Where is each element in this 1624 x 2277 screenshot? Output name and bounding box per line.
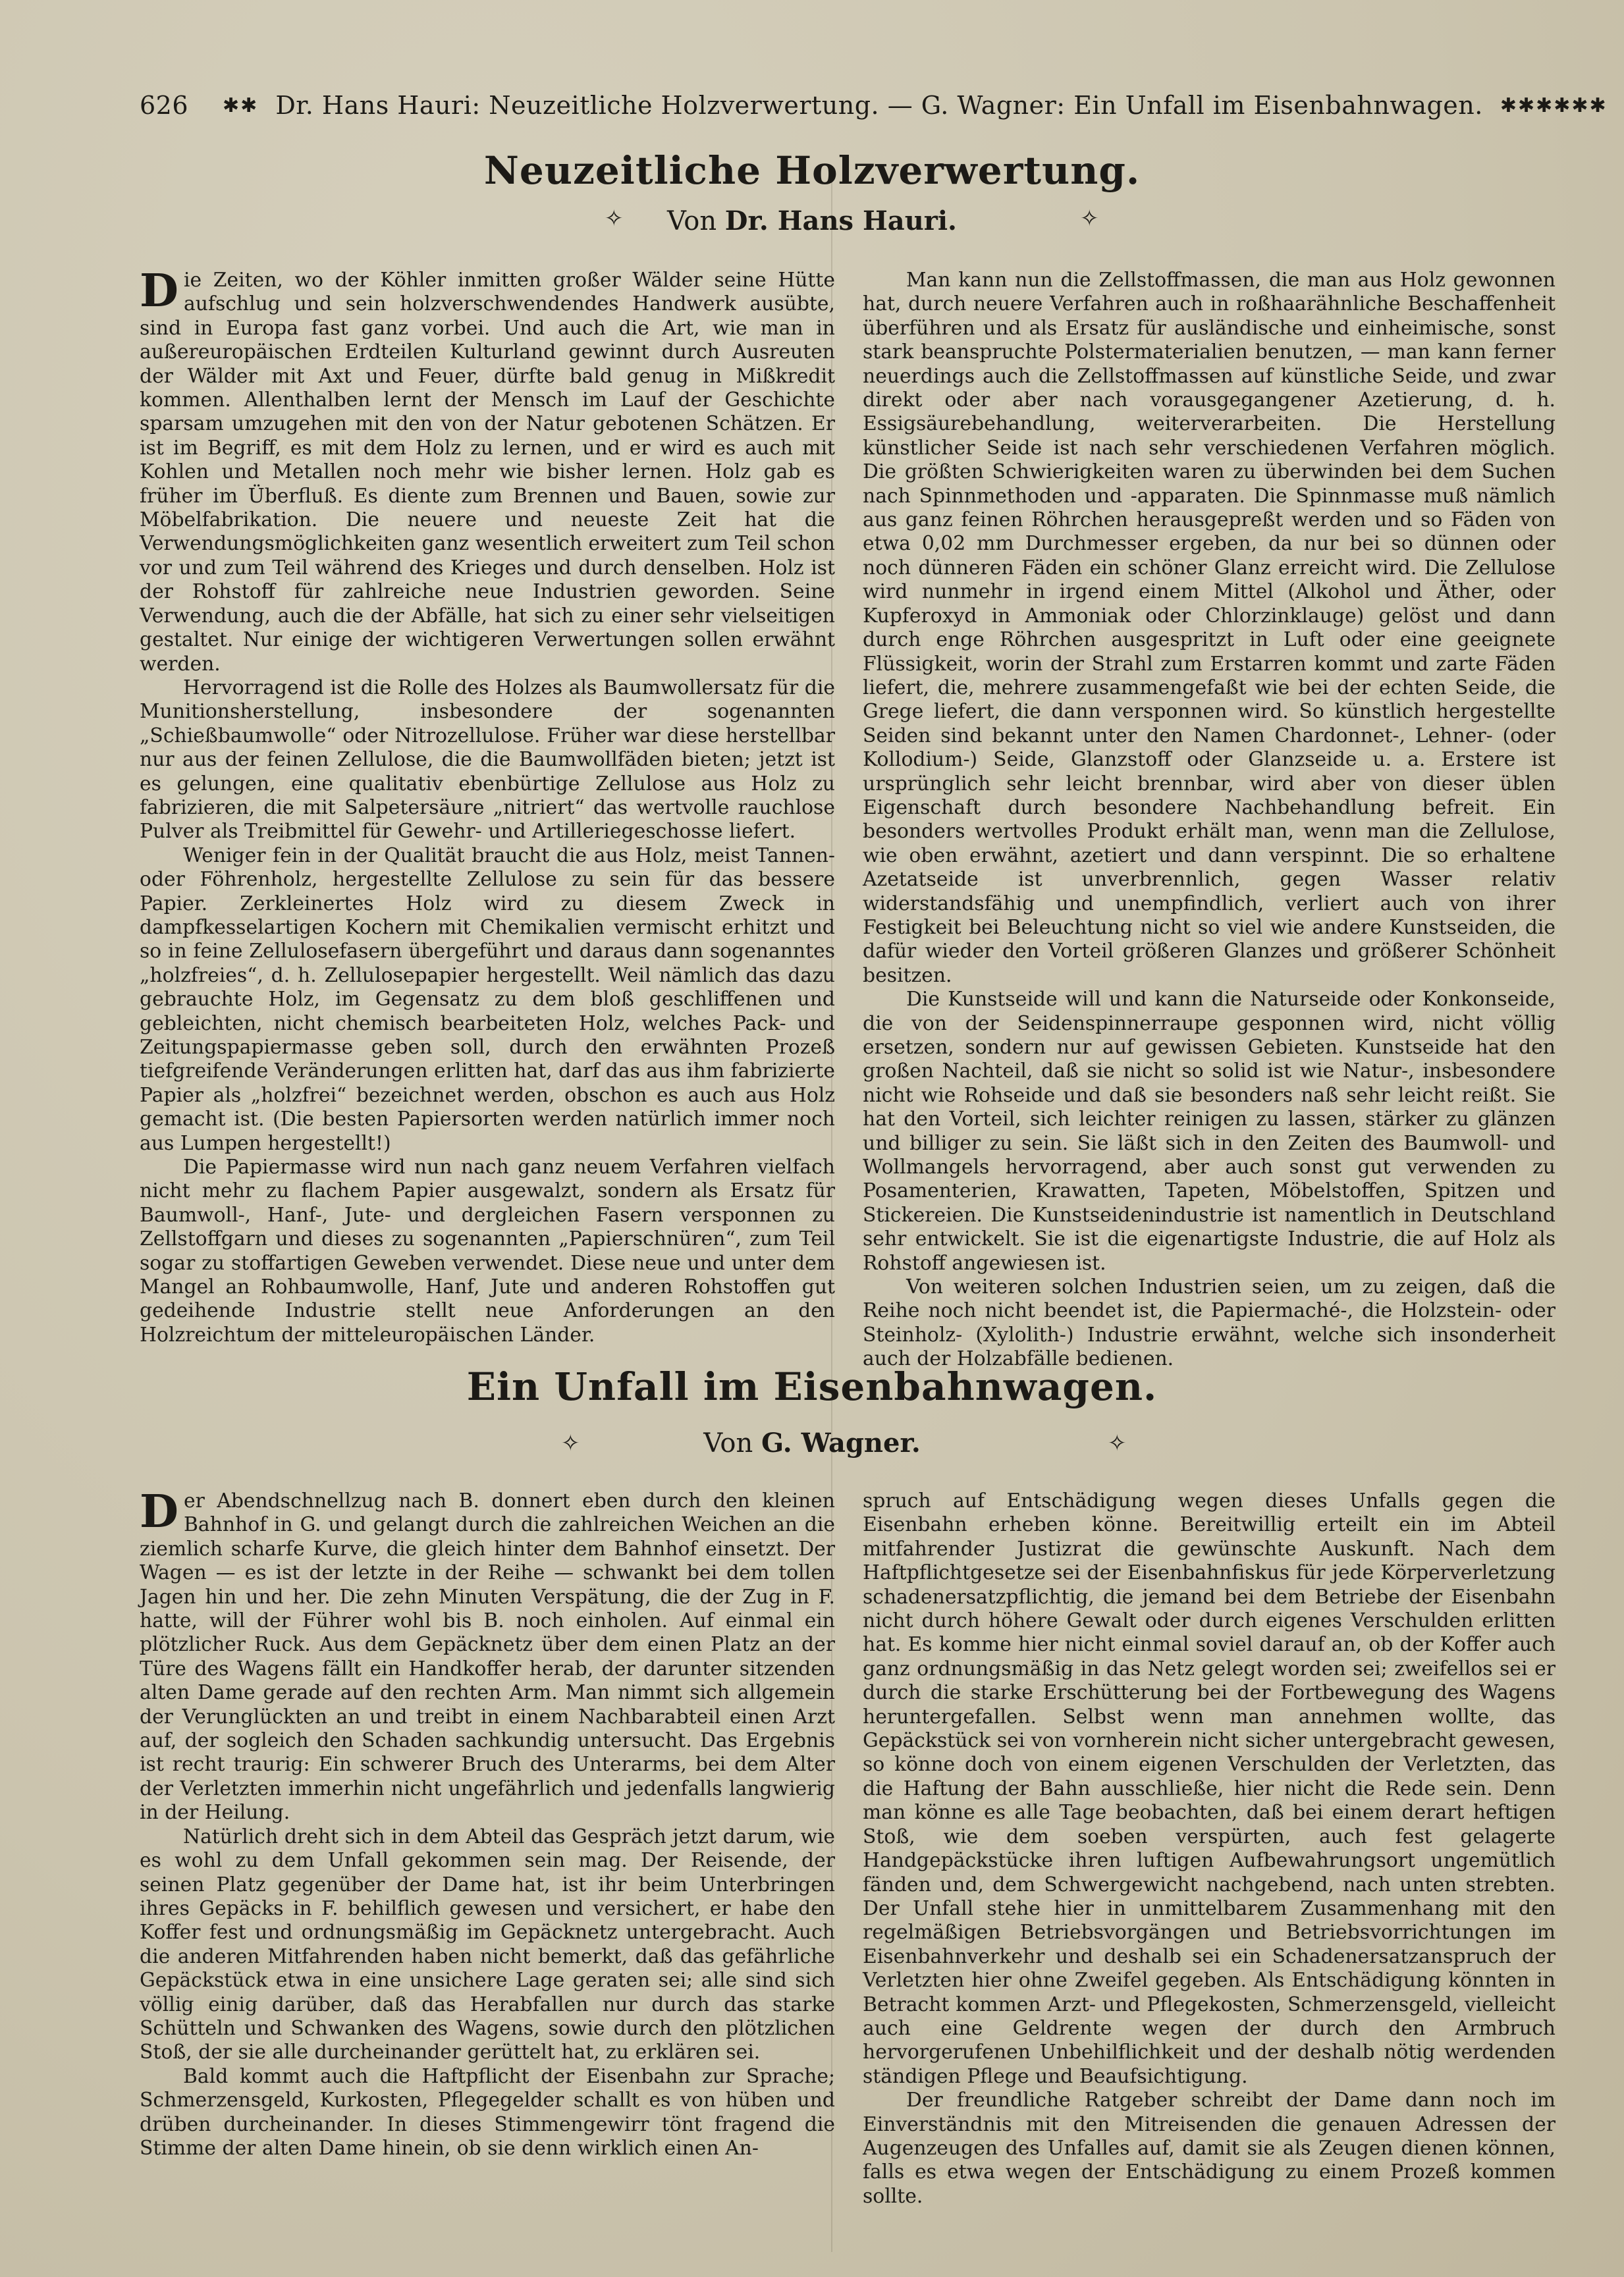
- article1-title: Neuzeitliche Holzverwertung.: [483, 148, 1141, 193]
- article2-byline-prefix: Von: [703, 1428, 753, 1459]
- article2-dropcap: D: [140, 1486, 178, 1538]
- article1-paragraph: Die Kunstseide will und kann die Naturseide oder Konkonseide, die von der Seidenspinnerraupe gesponnen wird, nicht völlig ersetzen, sondern nur auf gewissen Gebieten. Kunstseide hat den großen Nachteil, daß sie nicht so solid ist wie Natur-, insbesondere nicht wie Rohseide und daß sie besonders naß sehr leicht reißt. Sie hat den Vorteil, sich leichter reinigen zu lassen, stärker zu glänzen und billiger zu sein. Sie läßt sich in den Zeiten des Baumwoll- und Wollmangels hervorragend, aber auch sonst gut verwenden zu Posamenterien, Krawatten, Tapeten, Möbelstoffen, Spitzen und Stickereien. Die Kunstseidenindustrie ist namentlich in Deutschland sehr entwickelt. Sie ist die eigenartigste Industrie, die auf Holz als Rohstoff angewiesen ist.: [863, 988, 1556, 1275]
- article2-author: G. Wagner.: [761, 1428, 921, 1459]
- page-number: 626: [140, 91, 189, 120]
- running-title: Dr. Hans Hauri: Neuzeitliche Holzverwertung. — G. Wagner: Ein Unfall im Eisenbahnwagen.: [275, 91, 1483, 120]
- article2-paragraph: Bald kommt auch die Haftpflicht der Eisenbahn zur Sprache; Schmerzensgeld, Kurkosten, Pflegegelder schallt es von hüben und drüben durcheinander. In dieses Stimmengewirr tönt fragend die Stimme der alten Dame hinein, ob sie denn wirklich einen An-: [140, 2064, 835, 2160]
- article1-paragraph: Von weiteren solchen Industrien seien, um zu zeigen, daß die Reihe noch nicht beendet ist, die Papiermaché-, die Holzstein- oder Steinholz- (Xylolith-) Industrie erwähnt, welche sich insonderheit auch der Holzabfälle bedienen.: [863, 1275, 1556, 1371]
- article1-byline: [0, 205, 1624, 236]
- article1-byline-prefix: Von: [667, 206, 717, 236]
- article1-paragraph: Man kann nun die Zellstoffmassen, die man aus Holz gewonnen hat, durch neuere Verfahren auch in roßhaarähnliche Beschaffenheit überführen und als Ersatz für ausländische und einheimische, sonst stark beanspruchte Polstermaterialien benutzen, — man kann ferner neuerdings auch die Zellstoffmassen auf künstliche Seide, und zwar direkt oder aber nach vorausgegangener Azetierung, d. h. Essigsäurebehandlung, weiterverarbeiten. Die Herstellung künstlicher Seide ist nach sehr verschiedenen Verfahren möglich. Die größten Schwierigkeiten waren zu überwinden bei dem Suchen nach Spinnmethoden und -apparaten. Die Spinnmasse muß nämlich aus ganz feinen Röhrchen herausgepreßt werden und so Fäden von etwa 0,02 mm Durchmesser ergeben, da nur bei so dünnen oder noch dünneren Fäden ein schöner Glanz erreicht wird. Die Zellulose wird nunmehr in irgend einem Mittel (Alkohol und Äther, oder Kupferoxyd in Ammoniak oder Chlorzinklauge) gelöst und dann durch enge Röhrchen ausgespritzt in Luft oder eine geeignete Flüssigkeit, worin der Strahl zum Erstarren kommt und zarte Fäden liefert, die, mehrere zusammengefaßt wie bei der echten Seide, die Grege liefert, die dann versponnen wird. So künstlich hergestellte Seiden sind bekannt unter den Namen Chardonnet-, Lehner- (oder Kollodium-) Seide, Glanzstoff oder Glanzseide u. a. Erstere ist ursprünglich sehr leicht brennbar, wird aber von dieser üblen Eigenschaft durch besondere Nachbehandlung befreit. Ein besonders wertvolles Produkt erhält man, wenn man die Zellulose, wie oben erwähnt, azetiert und dann verspinnt. Die so erhaltene Azetatseide ist unverbrennlich, gegen Wasser relativ widerstandsfähig und unempfindlich, verliert auch von ihrer Festigkeit bei Beleuchtung nicht so viel wie andere Kunstseiden, die dafür wieder den Vorteil größeren Glanzes und größerer Schönheit besitzen.: [863, 269, 1556, 987]
- article1-ornament-right: ✧: [1080, 205, 1099, 232]
- article2-paragraph: Der freundliche Ratgeber schreibt der Dame dann noch im Einverständnis mit den Mitreisenden die genauen Adressen der Augenzeugen des Unfalles auf, damit sie als Zeugen dienen können, falls es etwa wegen der Entschädigung zu einem Prozeß kommen sollte.: [863, 2089, 1556, 2208]
- article2-paragraph: spruch auf Entschädigung wegen dieses Unfalls gegen die Eisenbahn erheben könne. Bereitwillig erteilt ein im Abteil mitfahrender Justizrat die gewünschte Auskunft. Nach dem Haftpflichtgesetze sei der Eisenbahnfiskus für jede Körperverletzung schadenersatzpflichtig, die jemand bei dem Betriebe der Eisenbahn nicht durch höhere Gewalt oder durch eigenes Verschulden erlitten hat. Es komme hier nicht einmal soviel darauf an, ob der Koffer auch ganz ordnungsmäßig in das Netz gelegt worden sei; zweifellos sei er durch die starke Erschütterung bei der Fortbewegung des Wagens heruntergefallen. Selbst wenn man annehmen wollte, das Gepäckstück sei von vornherein nicht sicher untergebracht gewesen, so könne doch von einem eigenen Verschulden der Verletzten, das die Haftung der Bahn ausschließe, hier nicht die Rede sein. Denn man könne es alle Tage beobachten, daß bei einem derart heftigen Stoß, wie dem soeben verspürten, auch fest gelagerte Handgepäckstücke ihren luftigen Aufbewahrungsort ungemütlich fänden und, dem Schwergewicht nachgebend, nach unten strebten. Der Unfall stehe hier in unmittelbarem Zusammenhang mit den regelmäßigen Betriebsvorgängen und Betriebsvorrichtungen im Eisenbahnverkehr und deshalb sei ein Schadenersatzanspruch der Verletzten hier ohne Zweifel gegeben. Als Entschädigung könnten in Betracht kommen Arzt- und Pflegekosten, Schmerzensgeld, vielleicht auch eine Geldrente wegen der durch den Armbruch hervorgerufenen Unbehilflichkeit und der deshalb nötig werdenden ständigen Pflege und Beaufsichtigung.: [863, 1489, 1556, 2088]
- article1-author: Dr. Hans Hauri.: [724, 205, 957, 236]
- article2-right-column: [863, 1489, 1556, 2209]
- header-stars-right: ✱✱✱✱✱✱: [1500, 94, 1608, 117]
- article2-left-column: [140, 1486, 835, 2160]
- article1-right-column: [863, 269, 1556, 1372]
- article1-dropcap: D: [140, 265, 178, 317]
- article1-paragraph: Hervorragend ist die Rolle des Holzes als Baumwollersatz für die Munitionsherstellung, insbesondere der sogenannten „Schießbaumwolle“ oder Nitrozellulose. Früher war diese herstellbar nur aus der feinen Zellulose, die die Baumwollfäden bieten; jetzt ist es gelungen, eine qualitativ ebenbürtige Zellulose aus Holz zu fabrizieren, die mit Salpetersäure „nitriert“ das wertvolle rauchlose Pulver als Treibmittel für Gewehr- und Artilleriegeschosse liefert.: [140, 676, 835, 844]
- article1-paragraph: Die Papiermasse wird nun nach ganz neuem Verfahren vielfach nicht mehr zu flachem Papier ausgewalzt, sondern als Ersatz für Baumwoll-, Hanf-, Jute- und dergleichen Fasern versponnen zu Zellstoffgarn und dieses zu sogenannten „Papierschnüren“, zum Teil sogar zu stoffartigen Geweben verwendet. Diese neue und unter dem Mangel an Rohbaumwolle, Hanf, Jute und anderen Rohstoffen gut gedeihende Industrie stellt neue Anforderungen an den Holzreichtum der mitteleuropäischen Länder.: [140, 1156, 835, 1347]
- article2-byline: [0, 1428, 1624, 1459]
- header-stars-left: ✱✱: [223, 94, 259, 117]
- article1-paragraph: Die Zeiten, wo der Köhler inmitten großer Wälder seine Hütte aufschlug und sein holzverschwendendes Handwerk ausübte, sind in Europa fast ganz vorbei. Und auch die Art, wie man in außereuropäischen Erdteilen Kulturland gewinnt durch Ausreuten der Wälder mit Axt und Feuer, dürfte bald genug in Mißkredit kommen. Allenthalben lernt der Mensch im Lauf der Geschichte sparsam umzugehen mit den von der Natur gebotenen Schätzen. Er ist im Begriff, es mit dem Holz zu lernen, und er wird es auch mit Kohlen und Metallen noch mehr wie bisher lernen. Holz gab es früher im Überfluß. Es diente zum Brennen und Bauen, sowie zur Möbelfabrikation. Die neuere und neueste Zeit hat die Verwendungsmöglichkeiten ganz wesentlich erweitert zum Teil schon vor und zum Teil während des Krieges und durch denselben. Holz ist der Rohstoff für zahlreiche neue Industrien geworden. Seine Verwendung, auch die der Abfälle, hat sich zu einer sehr vielseitigen gestaltet. Nur einige der wichtigeren Verwertungen sollen erwähnt werden.: [140, 265, 835, 676]
- article2-paragraph: Natürlich dreht sich in dem Abteil das Gespräch jetzt darum, wie es wohl zu dem Unfall gekommen sein mag. Der Reisende, der seinen Platz gegenüber der Dame hat, ist ihr beim Unterbringen ihres Gepäcks in F. behilflich gewesen und versichert, er habe den Koffer fest und ordnungsmäßig im Gepäcknetz untergebracht. Auch die anderen Mitfahrenden haben nicht bemerkt, daß das gefährliche Gepäckstück etwa in eine unsichere Lage geraten sei; alle sind sich völlig einig darüber, daß das Herabfallen nur durch das starke Schütteln und Schwanken des Wagens, sowie durch den plötzlichen Stoß, der sie alle durcheinander gerüttelt hat, zu erklären sei.: [140, 1825, 835, 2064]
- article2-paragraph: Der Abendschnellzug nach B. donnert eben durch den kleinen Bahnhof in G. und gelangt durch die zahlreichen Weichen an die ziemlich scharfe Kurve, die gleich hinter dem Bahnhof einsetzt. Der Wagen — es ist der letzte in der Reihe — schwankt bei dem tollen Jagen hin und her. Die zehn Minuten Verspätung, die der Zug in F. hatte, will der Führer wohl bis B. noch einholen. Auf einmal ein plötzlicher Ruck. Aus dem Gepäcknetz über dem einen Platz an der Türe des Wagens fällt ein Handkoffer herab, der darunter sitzenden alten Dame gerade auf den rechten Arm. Man nimmt sich allgemein der Verunglückten an und treibt in einem Nachbarabteil einen Arzt auf, der sogleich den Schaden sachkundig untersucht. Das Ergebnis ist recht traurig: Ein schwerer Bruch des Unterarms, bei dem Alter der Verletzten immerhin nicht ungefährlich und jedenfalls langwierig in der Heilung.: [140, 1486, 835, 1825]
- article2-ornament-right: ✧: [1108, 1430, 1127, 1457]
- article2-title: Ein Unfall im Eisenbahnwagen.: [466, 1364, 1158, 1409]
- article1-ornament-left: ✧: [605, 205, 624, 232]
- running-header: [140, 86, 1608, 125]
- article1-paragraph: Weniger fein in der Qualität braucht die aus Holz, meist Tannen- oder Föhrenholz, hergestellte Zellulose zu sein für das bessere Papier. Zerkleinertes Holz wird zu diesem Zweck in dampfkesselartigen Kochern mit Chemikalien vermischt erhitzt und so in feine Zellulosefasern übergeführt und daraus dann sogenanntes „holzfreies“, d. h. Zellulosepapier hergestellt. Weil nämlich das dazu gebrauchte Holz, im Gegensatz zu dem bloß geschliffenen und gebleichten, nicht chemisch bearbeiteten Holz, welches Pack- und Zeitungspapiermasse geben soll, durch den erwähnten Prozeß tiefgreifende Veränderungen erlitten hat, darf das aus ihm fabrizierte Papier als „holzfrei“ bezeichnet werden, obschon es auch aus Holz gemacht ist. (Die besten Papiersorten werden natürlich immer noch aus Lumpen hergestellt!): [140, 844, 835, 1155]
- article2-ornament-left: ✧: [561, 1430, 580, 1457]
- article1-left-column: [140, 265, 835, 1347]
